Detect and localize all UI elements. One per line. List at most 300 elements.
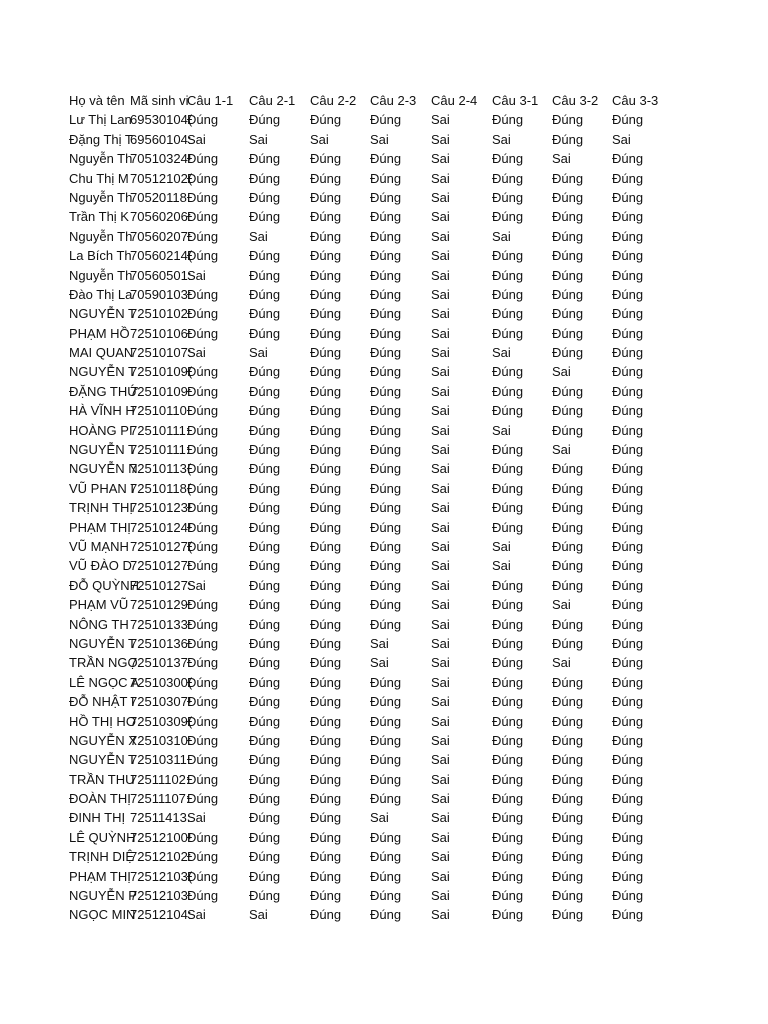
answer-q3-3-cell: Đúng [612, 325, 644, 341]
answer-q3-1-cell: Đúng [492, 888, 524, 904]
student-id-cell: 72510111: [130, 422, 190, 438]
answer-q3-1-cell: Sai [492, 131, 511, 147]
answer-q3-2-cell: Sai [552, 655, 571, 671]
answer-q1-1-cell: Đúng [187, 597, 219, 613]
answer-q3-2-cell: Đúng [552, 461, 584, 477]
answer-q2-3-cell: Đúng [370, 752, 402, 768]
table-row [0, 615, 768, 634]
answer-q2-2-cell: Đúng [310, 771, 342, 787]
answer-q2-2-cell: Đúng [310, 519, 342, 535]
answer-q3-1-cell: Đúng [492, 694, 524, 710]
student-id-cell: 70520118: [130, 189, 191, 205]
answer-q3-1-cell: Đúng [492, 267, 524, 283]
student-name-cell: NGUYỄN P [69, 888, 137, 904]
student-name-cell: TRỊNH DIỆ [69, 849, 134, 865]
answer-q3-1-cell: Sai [492, 538, 511, 554]
table-row [0, 731, 768, 750]
student-id-cell: 72510124! [130, 519, 192, 535]
table-row [0, 207, 768, 226]
answer-q2-3-cell: Đúng [370, 907, 402, 923]
student-id-cell: 72510110: [130, 403, 191, 419]
answer-q1-1-cell: Sai [187, 810, 206, 826]
answer-q2-4-cell: Sai [431, 267, 450, 283]
answer-q2-3-cell: Đúng [370, 771, 402, 787]
answer-q3-1-cell: Đúng [492, 306, 524, 322]
answer-q2-2-cell: Đúng [310, 286, 342, 302]
answer-q3-1-cell: Đúng [492, 209, 524, 225]
answer-q3-2-cell: Đúng [552, 480, 584, 496]
answer-q2-3-cell: Đúng [370, 888, 402, 904]
answer-q3-3-cell: Đúng [612, 907, 644, 923]
answer-q2-1-cell: Sai [249, 907, 268, 923]
answer-q2-3-cell: Đúng [370, 732, 402, 748]
answer-q2-2-cell: Đúng [310, 810, 342, 826]
student-name-cell: ĐẶNG THỨ [69, 383, 139, 399]
answer-q2-4-cell: Sai [431, 713, 450, 729]
answer-q3-3-cell: Đúng [612, 888, 644, 904]
answer-q3-2-cell: Đúng [552, 170, 584, 186]
answer-q3-2-cell: Đúng [552, 752, 584, 768]
answer-q3-1-cell: Đúng [492, 616, 524, 632]
student-name-cell: TRẦN NGỌ [69, 655, 138, 671]
answer-q3-1-cell: Đúng [492, 383, 524, 399]
answer-q3-2-cell: Sai [552, 597, 571, 613]
answer-q2-1-cell: Đúng [249, 732, 281, 748]
answer-q2-3-cell: Đúng [370, 849, 402, 865]
student-name-cell: TRỊNH THỊ [69, 500, 134, 516]
answer-q3-2-cell: Đúng [552, 558, 584, 574]
answer-q1-1-cell: Đúng [187, 383, 219, 399]
answer-q3-3-cell: Đúng [612, 286, 644, 302]
answer-q2-1-cell: Đúng [249, 170, 281, 186]
answer-q3-1-cell: Đúng [492, 112, 524, 128]
answer-q2-1-cell: Sai [249, 131, 268, 147]
answer-q2-4-cell: Sai [431, 461, 450, 477]
answer-q2-1-cell: Đúng [249, 597, 281, 613]
student-id-cell: 72510111: [130, 442, 190, 458]
answer-q3-3-cell: Đúng [612, 752, 644, 768]
answer-q2-2-cell: Đúng [310, 345, 342, 361]
student-name-cell: ĐINH THỊ [69, 810, 126, 826]
answer-q1-1-cell: Đúng [187, 151, 219, 167]
answer-q2-2-cell: Đúng [310, 829, 342, 845]
answer-q3-1-cell: Đúng [492, 868, 524, 884]
answer-q3-3-cell: Đúng [612, 248, 644, 264]
answer-q3-2-cell: Sai [552, 442, 571, 458]
header-name: Họ và tên [69, 93, 125, 108]
answer-q2-2-cell: Đúng [310, 752, 342, 768]
answer-q3-2-cell: Đúng [552, 422, 584, 438]
table-row [0, 808, 768, 827]
answer-q1-1-cell: Đúng [187, 189, 219, 205]
answer-q1-1-cell: Đúng [187, 538, 219, 554]
answer-q1-1-cell: Sai [187, 345, 206, 361]
student-name-cell: Đào Thị La [69, 286, 133, 302]
header-q3-1: Câu 3-1 [492, 93, 539, 108]
table-row [0, 110, 768, 129]
header-q1-1: Câu 1-1 [187, 93, 234, 108]
answer-q2-4-cell: Sai [431, 907, 450, 923]
answer-q2-3-cell: Đúng [370, 112, 402, 128]
answer-q2-2-cell: Đúng [310, 442, 342, 458]
answer-q2-3-cell: Đúng [370, 228, 402, 244]
answer-q2-2-cell: Đúng [310, 500, 342, 516]
answer-q3-2-cell: Đúng [552, 228, 584, 244]
student-name-cell: NGUYỄN T [69, 752, 136, 768]
answer-q3-3-cell: Đúng [612, 635, 644, 651]
student-id-cell: 72512102: [130, 849, 192, 865]
table-body [0, 110, 768, 924]
student-name-cell: NGUYỄN N [69, 461, 138, 477]
student-id-cell: 70560214( [130, 248, 193, 264]
answer-q2-1-cell: Đúng [249, 888, 281, 904]
header-student-id: Mã sinh vi [130, 93, 189, 108]
answer-q3-2-cell: Đúng [552, 500, 584, 516]
answer-q3-2-cell: Đúng [552, 616, 584, 632]
answer-q2-2-cell: Đúng [310, 888, 342, 904]
table-row [0, 382, 768, 401]
answer-q3-1-cell: Đúng [492, 286, 524, 302]
answer-q1-1-cell: Đúng [187, 248, 219, 264]
answer-q2-1-cell: Đúng [249, 112, 281, 128]
table-row [0, 750, 768, 769]
table-row [0, 440, 768, 459]
answer-q3-2-cell: Đúng [552, 248, 584, 264]
answer-q2-4-cell: Sai [431, 325, 450, 341]
answer-q2-4-cell: Sai [431, 752, 450, 768]
answer-q3-1-cell: Đúng [492, 500, 524, 516]
answer-q2-1-cell: Đúng [249, 151, 281, 167]
table-row [0, 595, 768, 614]
answer-q2-3-cell: Đúng [370, 674, 402, 690]
answer-q1-1-cell: Đúng [187, 558, 219, 574]
student-name-cell: Nguyễn Th [69, 189, 133, 205]
answer-q2-1-cell: Đúng [249, 655, 281, 671]
answer-q2-2-cell: Sai [310, 131, 329, 147]
answer-q1-1-cell: Đúng [187, 732, 219, 748]
answer-q1-1-cell: Đúng [187, 791, 219, 807]
student-id-cell: 70590103: [130, 286, 192, 302]
answer-q2-2-cell: Đúng [310, 791, 342, 807]
header-q3-2: Câu 3-2 [552, 93, 599, 108]
answer-q2-1-cell: Sai [249, 228, 268, 244]
answer-q3-1-cell: Đúng [492, 519, 524, 535]
answer-q3-2-cell: Đúng [552, 267, 584, 283]
answer-q3-2-cell: Đúng [552, 849, 584, 865]
answer-q3-2-cell: Đúng [552, 829, 584, 845]
student-name-cell: HỒ THỊ HO [69, 713, 136, 729]
answer-q2-2-cell: Đúng [310, 713, 342, 729]
answer-q2-2-cell: Đúng [310, 189, 342, 205]
answer-q2-1-cell: Đúng [249, 461, 281, 477]
answer-q3-1-cell: Đúng [492, 597, 524, 613]
student-id-cell: 70512102( [130, 170, 193, 186]
answer-q2-1-cell: Đúng [249, 616, 281, 632]
answer-q3-3-cell: Đúng [612, 170, 644, 186]
answer-q3-3-cell: Đúng [612, 442, 644, 458]
student-name-cell: ĐOÀN THỊ [69, 791, 131, 807]
answer-q3-3-cell: Đúng [612, 461, 644, 477]
table-row [0, 789, 768, 808]
answer-q2-4-cell: Sai [431, 383, 450, 399]
table-row [0, 847, 768, 866]
answer-q3-2-cell: Đúng [552, 791, 584, 807]
answer-q2-1-cell: Đúng [249, 519, 281, 535]
answer-q2-2-cell: Đúng [310, 325, 342, 341]
answer-q3-3-cell: Đúng [612, 597, 644, 613]
answer-q2-1-cell: Sai [249, 345, 268, 361]
answer-q3-1-cell: Đúng [492, 442, 524, 458]
answer-q3-1-cell: Đúng [492, 248, 524, 264]
answer-q3-2-cell: Sai [552, 151, 571, 167]
student-id-cell: 69560104: [130, 131, 192, 147]
table-row [0, 692, 768, 711]
answer-q1-1-cell: Đúng [187, 674, 219, 690]
student-id-cell: 72511102: [130, 771, 190, 787]
answer-q2-4-cell: Sai [431, 849, 450, 865]
answer-q2-1-cell: Đúng [249, 674, 281, 690]
student-id-cell: 72512104: [130, 907, 192, 923]
answer-q1-1-cell: Đúng [187, 442, 219, 458]
answer-q3-3-cell: Đúng [612, 228, 644, 244]
student-name-cell: La Bích Th [69, 248, 132, 264]
answer-q3-2-cell: Đúng [552, 868, 584, 884]
answer-q2-4-cell: Sai [431, 771, 450, 787]
student-id-cell: 72510129: [130, 597, 192, 613]
answer-q3-3-cell: Đúng [612, 112, 644, 128]
answer-q3-2-cell: Đúng [552, 131, 584, 147]
student-id-cell: 72510102: [130, 306, 192, 322]
answer-q2-3-cell: Đúng [370, 422, 402, 438]
student-id-cell: 72512103: [130, 888, 192, 904]
answer-q2-3-cell: Đúng [370, 267, 402, 283]
student-name-cell: Đặng Thị T [69, 131, 133, 147]
student-name-cell: HOÀNG PI [69, 422, 133, 438]
answer-q3-2-cell: Đúng [552, 810, 584, 826]
answer-q1-1-cell: Đúng [187, 500, 219, 516]
answer-q3-2-cell: Đúng [552, 345, 584, 361]
answer-q2-3-cell: Đúng [370, 383, 402, 399]
answer-q3-2-cell: Đúng [552, 577, 584, 593]
student-id-cell: 72510127( [130, 538, 193, 554]
table-row [0, 634, 768, 653]
answer-q2-2-cell: Đúng [310, 694, 342, 710]
answer-q2-1-cell: Đúng [249, 558, 281, 574]
answer-q3-3-cell: Đúng [612, 480, 644, 496]
answer-q2-1-cell: Đúng [249, 771, 281, 787]
table-row [0, 770, 768, 789]
student-id-cell: 72511413: [130, 810, 191, 826]
answer-q2-1-cell: Đúng [249, 868, 281, 884]
answer-q1-1-cell: Đúng [187, 325, 219, 341]
answer-q2-2-cell: Đúng [310, 597, 342, 613]
answer-q3-1-cell: Đúng [492, 325, 524, 341]
answer-q3-1-cell: Đúng [492, 461, 524, 477]
answer-q2-1-cell: Đúng [249, 694, 281, 710]
answer-q3-1-cell: Sai [492, 228, 511, 244]
answer-q1-1-cell: Đúng [187, 888, 219, 904]
answer-q3-2-cell: Đúng [552, 112, 584, 128]
student-name-cell: HÀ VĨNH H [69, 403, 135, 419]
student-name-cell: VŨ PHAN I [69, 480, 135, 496]
student-id-cell: 70560501: [130, 267, 192, 283]
answer-q3-2-cell: Đúng [552, 519, 584, 535]
student-name-cell: ĐỖ NHẬT I [69, 694, 135, 710]
student-id-cell: 70510324! [130, 151, 192, 167]
table-row [0, 712, 768, 731]
answer-q2-2-cell: Đúng [310, 635, 342, 651]
answer-q1-1-cell: Đúng [187, 868, 219, 884]
answer-q1-1-cell: Đúng [187, 306, 219, 322]
answer-q2-3-cell: Đúng [370, 403, 402, 419]
answer-q3-2-cell: Đúng [552, 907, 584, 923]
student-name-cell: TRẦN THU [69, 771, 135, 787]
answer-q1-1-cell: Sai [187, 907, 206, 923]
table-row [0, 673, 768, 692]
answer-q3-1-cell: Đúng [492, 829, 524, 845]
answer-q2-3-cell: Đúng [370, 538, 402, 554]
answer-q3-1-cell: Đúng [492, 655, 524, 671]
answer-q2-1-cell: Đúng [249, 442, 281, 458]
answer-q1-1-cell: Đúng [187, 480, 219, 496]
answer-q2-3-cell: Đúng [370, 694, 402, 710]
answer-q1-1-cell: Đúng [187, 752, 219, 768]
answer-q3-1-cell: Đúng [492, 480, 524, 496]
answer-q3-1-cell: Đúng [492, 189, 524, 205]
table-row [0, 556, 768, 575]
answer-q2-4-cell: Sai [431, 480, 450, 496]
answer-q2-3-cell: Sai [370, 655, 389, 671]
student-name-cell: Lư Thị Lan [69, 112, 132, 128]
answer-q2-3-cell: Đúng [370, 500, 402, 516]
table-row [0, 246, 768, 265]
student-name-cell: PHẠM HỒ [69, 325, 130, 341]
answer-q2-3-cell: Sai [370, 131, 389, 147]
student-id-cell: 72510311: [130, 752, 191, 768]
answer-q2-2-cell: Đúng [310, 403, 342, 419]
answer-q2-4-cell: Sai [431, 403, 450, 419]
answer-q3-1-cell: Đúng [492, 403, 524, 419]
answer-q2-4-cell: Sai [431, 286, 450, 302]
answer-q3-3-cell: Đúng [612, 829, 644, 845]
answer-q3-2-cell: Đúng [552, 189, 584, 205]
answer-q3-1-cell: Đúng [492, 849, 524, 865]
table-row [0, 324, 768, 343]
student-name-cell: Chu Thị M [69, 170, 129, 186]
answer-q3-3-cell: Đúng [612, 694, 644, 710]
table-row [0, 401, 768, 420]
answer-q3-2-cell: Đúng [552, 383, 584, 399]
answer-q1-1-cell: Đúng [187, 461, 219, 477]
answer-q3-2-cell: Đúng [552, 635, 584, 651]
student-name-cell: VŨ ĐÀO D [69, 558, 132, 574]
student-id-cell: 70560207: [130, 228, 192, 244]
answer-q2-4-cell: Sai [431, 442, 450, 458]
answer-q1-1-cell: Đúng [187, 228, 219, 244]
answer-q2-4-cell: Sai [431, 655, 450, 671]
student-id-cell: 72512100! [130, 829, 192, 845]
answer-q1-1-cell: Đúng [187, 422, 219, 438]
header-q3-3: Câu 3-3 [612, 93, 659, 108]
answer-q2-3-cell: Đúng [370, 189, 402, 205]
table-row [0, 653, 768, 672]
answer-q2-1-cell: Đúng [249, 713, 281, 729]
answer-q2-3-cell: Đúng [370, 519, 402, 535]
answer-q1-1-cell: Đúng [187, 209, 219, 225]
answer-q2-4-cell: Sai [431, 732, 450, 748]
answer-q2-3-cell: Đúng [370, 461, 402, 477]
answer-q2-1-cell: Đúng [249, 791, 281, 807]
answer-q2-4-cell: Sai [431, 868, 450, 884]
answer-q3-2-cell: Đúng [552, 674, 584, 690]
answer-q2-4-cell: Sai [431, 228, 450, 244]
student-name-cell: ĐỖ QUỲNH [69, 577, 140, 593]
answer-q3-3-cell: Sai [612, 131, 631, 147]
table-row [0, 343, 768, 362]
answer-q2-3-cell: Sai [370, 635, 389, 651]
answer-q2-4-cell: Sai [431, 577, 450, 593]
answer-q2-4-cell: Sai [431, 112, 450, 128]
table-row [0, 576, 768, 595]
answer-q3-3-cell: Đúng [612, 306, 644, 322]
student-id-cell: 72510118( [130, 480, 192, 496]
answer-q2-4-cell: Sai [431, 810, 450, 826]
answer-q2-4-cell: Sai [431, 248, 450, 264]
student-id-cell: 70560206: [130, 209, 192, 225]
answer-q2-3-cell: Đúng [370, 791, 402, 807]
answer-q3-3-cell: Đúng [612, 189, 644, 205]
answer-q3-3-cell: Đúng [612, 519, 644, 535]
answer-q2-4-cell: Sai [431, 422, 450, 438]
answer-q1-1-cell: Sai [187, 577, 206, 593]
answer-q2-1-cell: Đúng [249, 538, 281, 554]
answer-q2-3-cell: Đúng [370, 170, 402, 186]
table-row [0, 169, 768, 188]
answer-q2-1-cell: Đúng [249, 500, 281, 516]
answer-q2-2-cell: Đúng [310, 461, 342, 477]
answer-q1-1-cell: Đúng [187, 771, 219, 787]
answer-q2-4-cell: Sai [431, 131, 450, 147]
answer-q2-2-cell: Đúng [310, 170, 342, 186]
answer-q3-3-cell: Đúng [612, 267, 644, 283]
answer-q2-2-cell: Đúng [310, 364, 342, 380]
answer-q2-3-cell: Đúng [370, 480, 402, 496]
answer-q1-1-cell: Đúng [187, 286, 219, 302]
answer-q2-2-cell: Đúng [310, 306, 342, 322]
answer-q2-1-cell: Đúng [249, 422, 281, 438]
answer-q3-3-cell: Đúng [612, 810, 644, 826]
student-id-cell: 72510307! [130, 694, 192, 710]
header-q2-1: Câu 2-1 [249, 93, 296, 108]
header-q2-3: Câu 2-3 [370, 93, 417, 108]
student-id-cell: 69530104( [130, 112, 193, 128]
answer-q2-4-cell: Sai [431, 597, 450, 613]
student-id-cell: 72510106: [130, 325, 192, 341]
table-row [0, 227, 768, 246]
table-row [0, 285, 768, 304]
answer-q2-1-cell: Đúng [249, 267, 281, 283]
student-name-cell: PHẠM THỊ [69, 519, 131, 535]
answer-q2-2-cell: Đúng [310, 228, 342, 244]
answer-q2-4-cell: Sai [431, 674, 450, 690]
answer-q2-2-cell: Đúng [310, 868, 342, 884]
answer-q2-4-cell: Sai [431, 791, 450, 807]
answer-q2-3-cell: Đúng [370, 248, 402, 264]
answer-q3-2-cell: Đúng [552, 888, 584, 904]
answer-q3-3-cell: Đúng [612, 616, 644, 632]
student-id-cell: 72512103( [130, 868, 193, 884]
answer-q2-4-cell: Sai [431, 519, 450, 535]
